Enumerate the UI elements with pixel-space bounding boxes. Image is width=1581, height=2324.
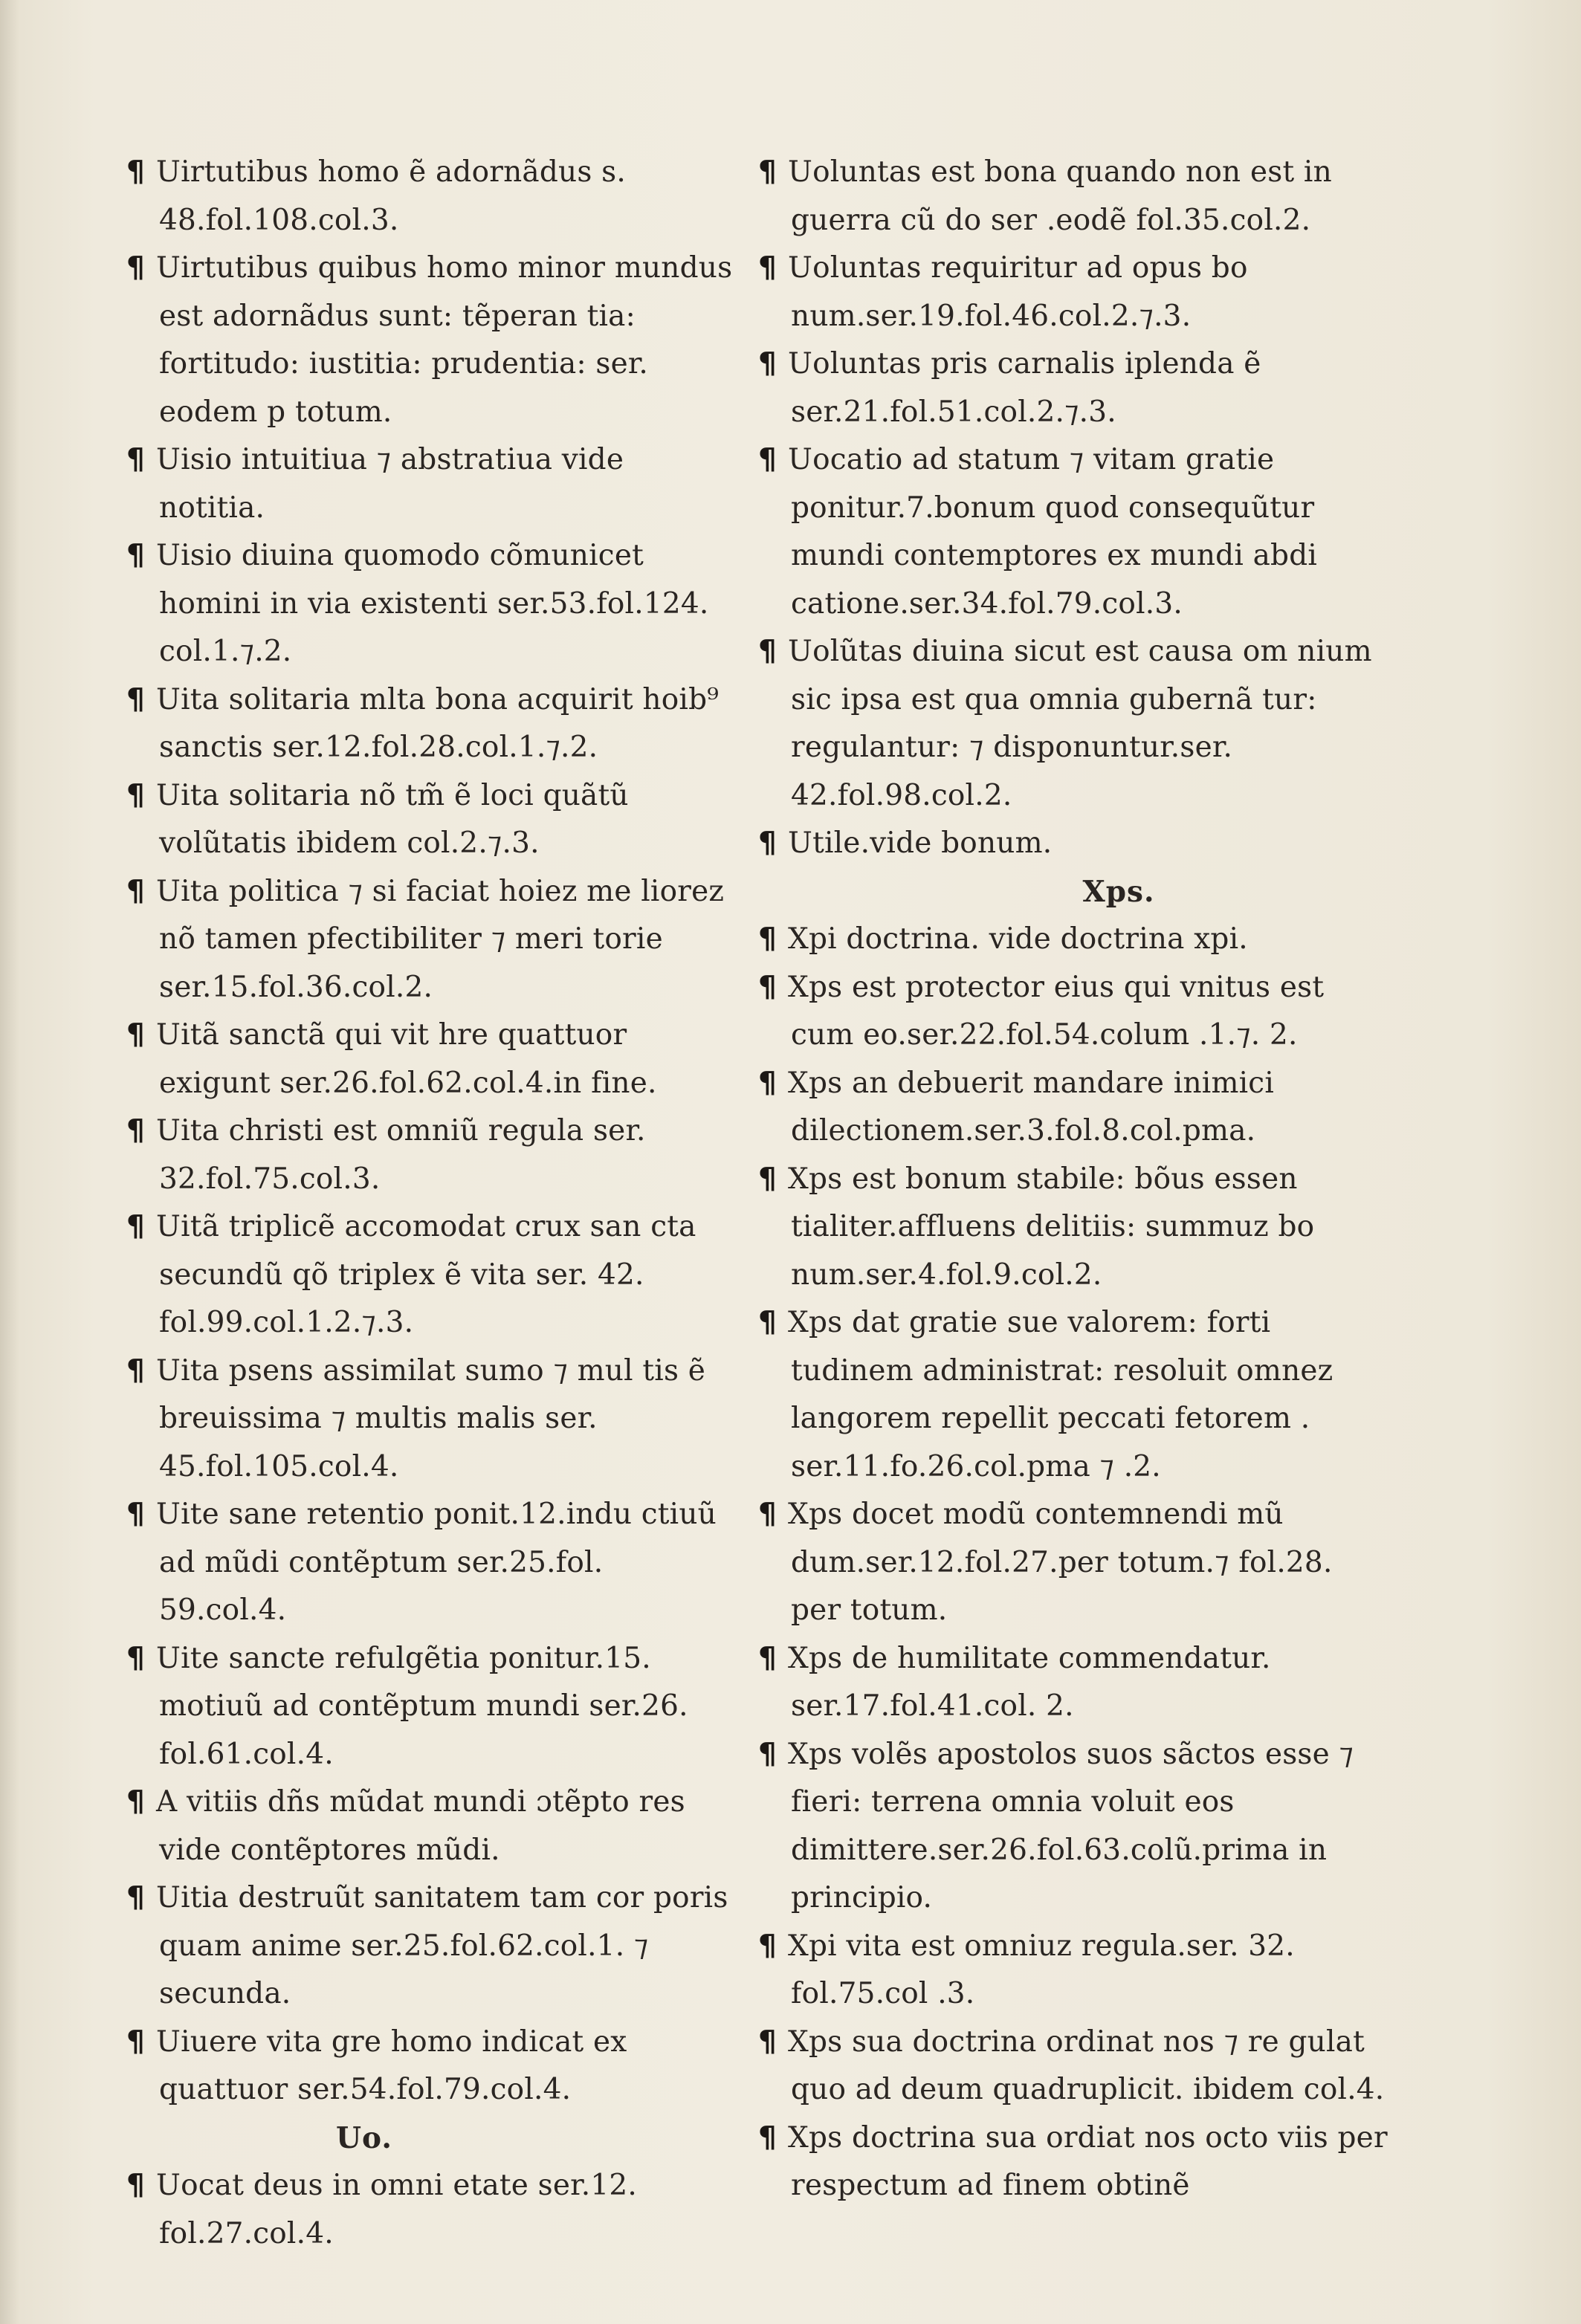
paragraph-mark-icon: ¶ [126,2169,146,2202]
entry-text: A vitiis dñs mũdat mundi ɔtẽpto res vide contẽptores mũdi. [156,1785,685,1867]
index-entry [758,628,1390,820]
paragraph-mark-icon: ¶ [758,2024,777,2059]
index-entry [758,1731,1390,1923]
entry-text: Uita politica ⁊ si faciat hoiez me liorez nõ tamen pfectibiliter ⁊ meri torie ser.15.fol.36.col.2. [156,874,725,1004]
entry-text: Xps sua doctrina ordinat nos ⁊ re gulat quo ad deum quadruplicit. ibidem col.4. [788,2024,1385,2106]
paragraph-mark-icon: ¶ [758,155,777,189]
paragraph-mark-icon: ¶ [758,347,777,381]
section-heading-xps: Xps. [1082,874,1155,909]
entry-text: Utile.vide bonum. [788,826,1053,860]
left-entries-before [126,149,736,2114]
paragraph-mark-icon: ¶ [758,970,777,1004]
entry-text: Uolũtas diuina sicut est causa om nium sic ipsa est qua omnia gubernã tur: regulantur: ⁊ disponuntur.ser. 42.fol.98.col.2. [788,635,1372,812]
index-entry [126,1874,736,2019]
entry-text: Xps de humilitate commendatur. ser.17.fol.41.col. 2. [788,1641,1271,1723]
index-entry [758,1060,1390,1156]
entry-text: Uoluntas est bona quando non est in guerra cũ do ser .eodẽ fol.35.col.2. [788,155,1332,237]
index-entry [758,245,1390,340]
index-entry [126,1012,736,1107]
index-entry [126,245,736,436]
entry-text: Uitã sanctã qui vit hre quattuor exigunt ser.26.fol.62.col.4.in fine. [156,1018,657,1100]
index-entry [126,1347,736,1492]
index-entry [126,149,736,245]
entry-text: Xps docet modũ contemnendi mũ dum.ser.12.fol.27.per totum.⁊ fol.28. per totum. [788,1498,1333,1627]
index-entry [126,1107,736,1203]
index-entry [758,2114,1390,2210]
paragraph-mark-icon: ¶ [758,443,777,476]
paragraph-mark-icon: ¶ [758,1737,777,1771]
entry-text: Uitia destruũt sanitatem tam cor poris quam anime ser.25.fol.62.col.1. ⁊ secunda. [156,1881,728,2010]
paragraph-mark-icon: ¶ [126,539,146,572]
right-entries-after [758,916,1390,2210]
index-entry [126,2162,736,2258]
entry-text: Uiuere vita gre homo indicat ex quattuor ser.54.fol.79.col.4. [156,2024,627,2106]
entry-text: Uitã triplicẽ accomodat crux san cta secundũ qõ triplex ẽ vita ser. 42. fol.99.col.1.2.⁊.3. [156,1210,696,1339]
paragraph-mark-icon: ¶ [758,1306,777,1339]
paragraph-mark-icon: ¶ [126,874,146,908]
index-entry [758,916,1390,964]
right-entries-before [758,149,1390,868]
entry-text: Xps est protector eius qui vnitus est cum eo.ser.22.fol.54.colum .1.⁊. 2. [788,970,1325,1052]
paragraph-mark-icon: ¶ [758,2120,777,2155]
paragraph-mark-icon: ¶ [758,826,777,860]
index-entry [758,1491,1390,1635]
paragraph-mark-icon: ¶ [126,155,146,189]
entry-text: Uita christi est omniũ regula ser. 32.fol.75.col.3. [156,1114,646,1196]
entry-text: Uirtutibus homo ẽ adornãdus s. 48.fol.108.col.3. [156,155,626,237]
paragraph-mark-icon: ¶ [758,1929,777,1963]
index-entry [758,149,1390,245]
paragraph-mark-icon: ¶ [126,1785,146,1819]
paragraph-mark-icon: ¶ [758,1498,777,1531]
entry-text: Xps doctrina sua ordiat nos octo viis per respectum ad finem obtinẽ [788,2120,1388,2202]
entry-text: Uisio intuitiua ⁊ abstratiua vide notitia. [156,443,624,525]
index-entry [126,1635,736,1779]
index-entry [126,2019,736,2114]
index-entry [126,532,736,676]
paragraph-mark-icon: ¶ [758,1641,777,1675]
paragraph-mark-icon: ¶ [126,778,146,812]
paragraph-mark-icon: ¶ [758,251,777,285]
entry-text: Uita solitaria mlta bona acquirit hoib⁹ sanctis ser.12.fol.28.col.1.⁊.2. [156,682,720,764]
paragraph-mark-icon: ¶ [758,1162,777,1196]
paragraph-mark-icon: ¶ [758,922,777,956]
index-entry [126,1491,736,1635]
entry-text: Uite sancte refulgẽtia ponitur.15. motiuũ ad contẽptum mundi ser.26. fol.61.col.4. [156,1641,688,1771]
entry-text: Uocatio ad statum ⁊ vitam gratie ponitur.7.bonum quod consequũtur mundi contemptores ex mundi abdi catione.ser.34.fol.79.col.3. [788,443,1318,621]
paragraph-mark-icon: ¶ [126,1498,146,1531]
section-heading-uo: Uo. [336,2120,392,2155]
index-entry [126,868,736,1012]
right-column [758,149,1390,2210]
paragraph-mark-icon: ¶ [126,1881,146,1914]
entry-text: Uita psens assimilat sumo ⁊ mul tis ẽ breuissima ⁊ multis malis ser. 45.fol.105.col.4. [156,1353,706,1483]
paragraph-mark-icon: ¶ [758,1066,777,1100]
entry-text: Uoluntas requiritur ad opus bo num.ser.19.fol.46.col.2.⁊.3. [788,251,1248,333]
entry-text: Xps est bonum stabile: bõus essen tialiter.affluens delitiis: summuz bo num.ser.4.fol.9.col.2. [788,1162,1315,1292]
entry-text: Xpi doctrina. vide doctrina xpi. [788,922,1248,956]
left-column [126,149,736,2258]
gutter-shadow [0,0,19,2324]
paragraph-mark-icon: ¶ [126,1114,146,1148]
paragraph-mark-icon: ¶ [126,1210,146,1243]
entry-text: Uita solitaria nõ tm̃ ẽ loci quãtũ volũtatis ibidem col.2.⁊.3. [156,778,629,860]
index-entry [126,436,736,532]
index-entry [126,1203,736,1347]
index-entry [126,676,736,772]
index-entry [758,2019,1390,2114]
index-entry [758,436,1390,628]
index-entry [758,964,1390,1060]
entry-text: Uoluntas pris carnalis iplenda ẽ ser.21.fol.51.col.2.⁊.3. [788,347,1261,429]
paragraph-mark-icon: ¶ [126,251,146,285]
left-entries-after [126,2162,736,2258]
paragraph-mark-icon: ¶ [126,2024,146,2059]
entry-text: Xps dat gratie sue valorem: forti tudinem administrat: resoluit omnez langorem repellit peccati fetorem . ser.11.fo.26.col.pma ⁊ .2. [788,1306,1333,1483]
index-entry [758,1923,1390,2019]
index-entry [126,772,736,868]
entry-text: Uite sane retentio ponit.12.indu ctiuũ ad mũdi contẽptum ser.25.fol. 59.col.4. [156,1498,717,1627]
paragraph-mark-icon: ¶ [758,635,777,668]
index-entry [758,820,1390,868]
paragraph-mark-icon: ¶ [126,1018,146,1052]
index-entry [758,340,1390,436]
paragraph-mark-icon: ¶ [126,443,146,476]
paragraph-mark-icon: ¶ [126,1353,146,1388]
index-entry [758,1635,1390,1731]
paragraph-mark-icon: ¶ [126,1641,146,1675]
entry-text: Uirtutibus quibus homo minor mundus est adornãdus sunt: tẽperan tia: fortitudo: iustitia: prudentia: ser. eodem p totum. [156,251,733,429]
entry-text: Xps volẽs apostolos suos sãctos esse ⁊ fieri: terrena omnia voluit eos dimittere.ser.26.fol.63.colũ.prima in principio. [788,1737,1354,1914]
entry-text: Uisio diuina quomodo cõmunicet homini in via existenti ser.53.fol.124. col.1.⁊.2. [156,539,709,668]
paragraph-mark-icon: ¶ [126,682,146,716]
entry-text: Xps an debuerit mandare inimici dilectionem.ser.3.fol.8.col.pma. [788,1066,1275,1148]
index-entry [758,1299,1390,1491]
index-entry [126,1778,736,1874]
index-entry [758,1156,1390,1300]
entry-text: Uocat deus in omni etate ser.12. fol.27.col.4. [156,2169,637,2250]
entry-text: Xpi vita est omniuz regula.ser. 32. fol.75.col .3. [788,1929,1295,2010]
